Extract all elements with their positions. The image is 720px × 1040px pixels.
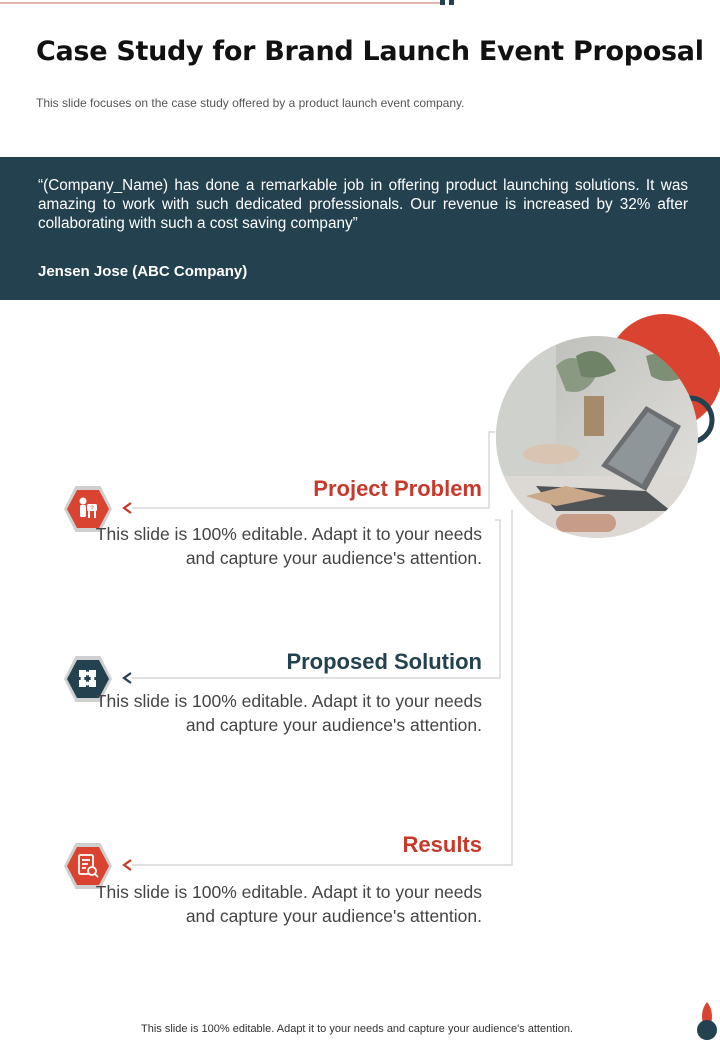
testimonial-author: Jensen Jose (ABC Company) bbox=[38, 263, 248, 280]
laptop-photo bbox=[496, 336, 698, 538]
chevron-left-icon bbox=[124, 503, 131, 513]
page-subtitle: This slide focuses on the case study offered by a product launch event company. bbox=[36, 96, 465, 110]
rocket-icon bbox=[694, 1002, 720, 1040]
chevron-left-icon bbox=[124, 673, 131, 683]
section-title-results: Results bbox=[402, 832, 482, 857]
section-title-proposed-solution: Proposed Solution bbox=[286, 649, 482, 674]
testimonial-quote: “(Company_Name) has done a remarkable job in offering product launching solutions. It was amazing to work with such dedicated professionals. Our revenue is increased by 32% after collaborating with such a cost saving company” bbox=[38, 177, 688, 232]
section-description-project-problem: This slide is 100% editable. Adapt it to your needs and capture your audience's attention. bbox=[95, 524, 482, 568]
footer-note: This slide is 100% editable. Adapt it to your needs and capture your audience's attention. bbox=[141, 1023, 573, 1035]
section-description-results: This slide is 100% editable. Adapt it to your needs and capture your audience's attention. bbox=[95, 882, 482, 926]
chevron-left-icon bbox=[124, 860, 131, 870]
section-title-project-problem: Project Problem bbox=[313, 476, 482, 501]
section-description-proposed-solution: This slide is 100% editable. Adapt it to your needs and capture your audience's attention. bbox=[95, 691, 482, 735]
page-title: Case Study for Brand Launch Event Proposal bbox=[36, 36, 704, 67]
svg-text:?: ? bbox=[90, 506, 94, 512]
